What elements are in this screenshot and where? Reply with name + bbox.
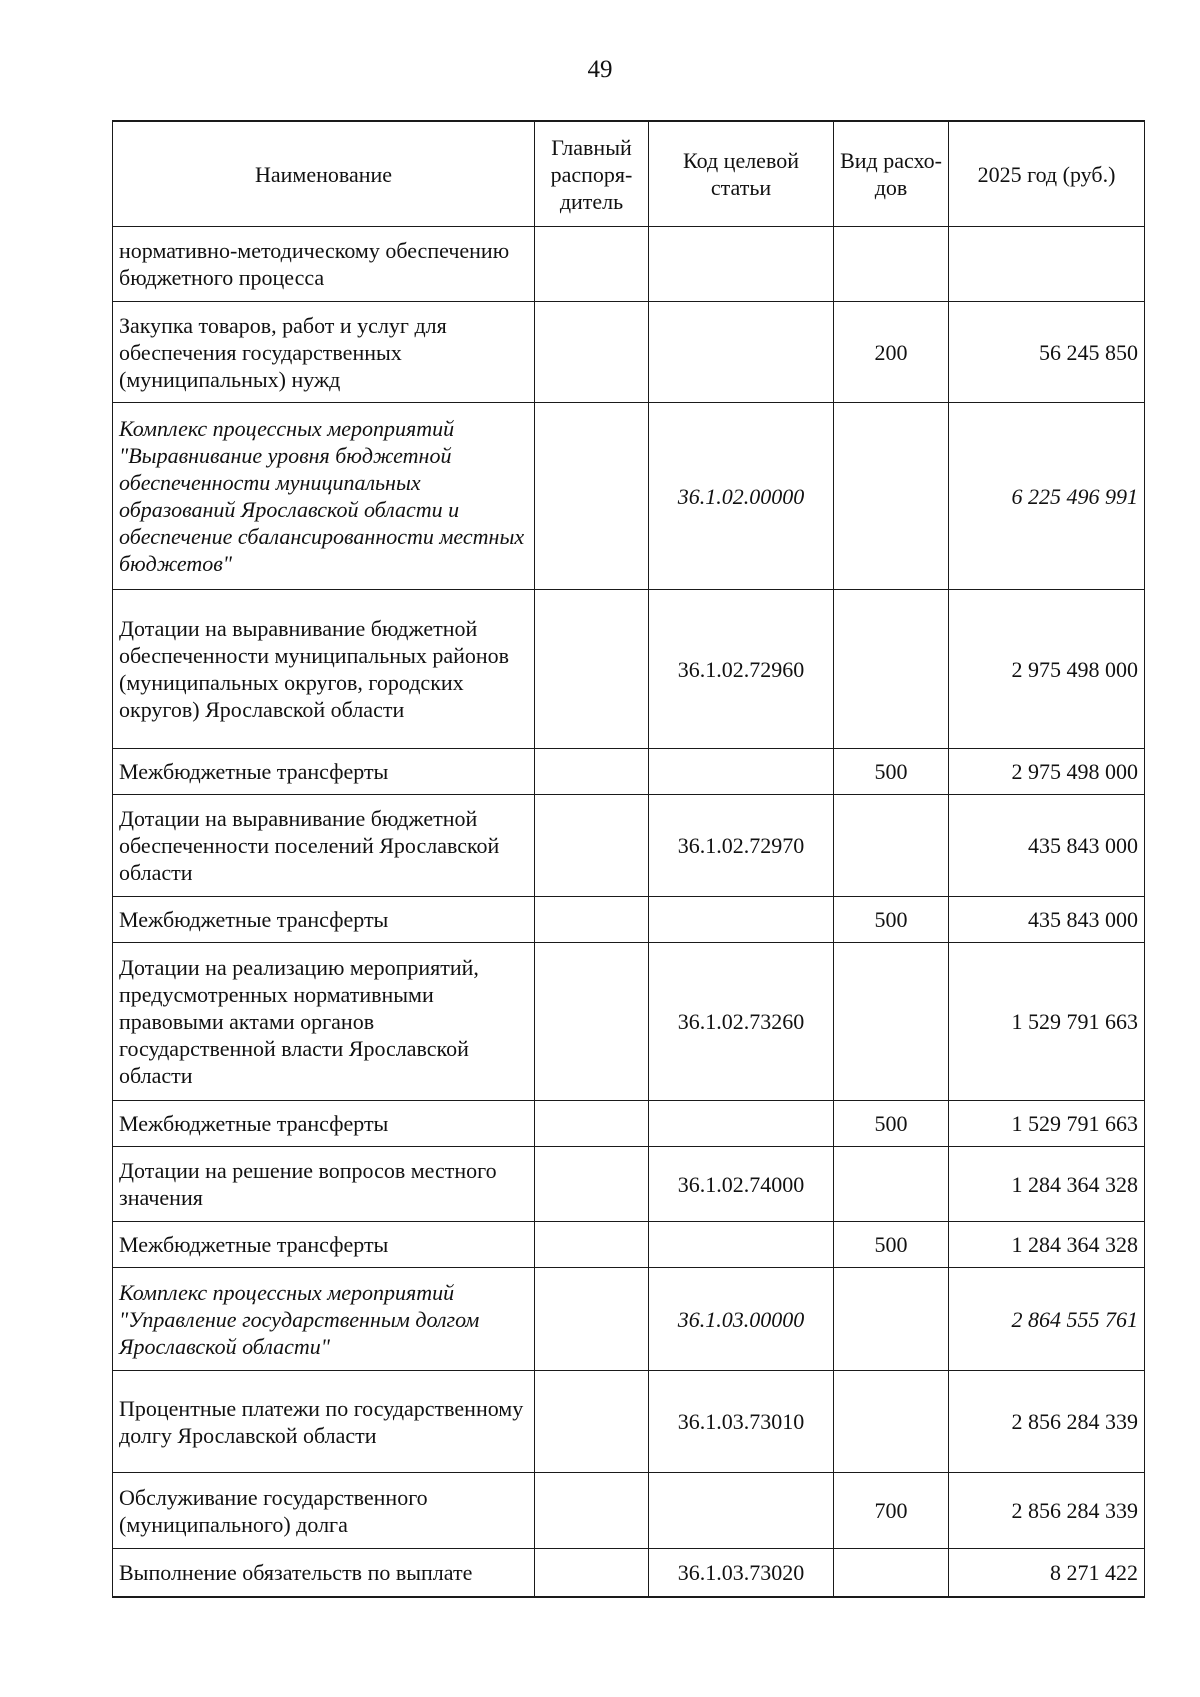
table-row: [113, 1549, 1145, 1597]
table-row: [113, 590, 1145, 749]
cell-name: Выполнение обязательств по выплате: [113, 1549, 535, 1597]
cell-code: [649, 749, 834, 795]
cell-code: [649, 897, 834, 943]
cell-name: Дотации на решение вопросов местного значения: [113, 1147, 535, 1222]
cell-code: 36.1.02.72960: [649, 590, 834, 749]
cell-name: Межбюджетные трансферты: [113, 897, 535, 943]
cell-name: Обслуживание государственного (муниципального) долга: [113, 1473, 535, 1549]
cell-amount: 8 271 422: [949, 1549, 1145, 1597]
cell-name: Дотации на выравнивание бюджетной обеспеченности поселений Ярославской области: [113, 795, 535, 897]
budget-table: [112, 120, 1145, 1598]
cell-manager: [535, 302, 649, 403]
cell-type: 500: [834, 749, 949, 795]
table-row: [113, 1371, 1145, 1473]
cell-code: [649, 1473, 834, 1549]
cell-code: [649, 1101, 834, 1147]
cell-code: 36.1.03.73020: [649, 1549, 834, 1597]
table-row: [113, 1473, 1145, 1549]
header-name: Наименование: [113, 121, 535, 227]
cell-name: Межбюджетные трансферты: [113, 1101, 535, 1147]
cell-manager: [535, 897, 649, 943]
cell-type: [834, 1371, 949, 1473]
cell-type: 700: [834, 1473, 949, 1549]
cell-type: [834, 795, 949, 897]
cell-name: Процентные платежи по государственному долгу Ярославской области: [113, 1371, 535, 1473]
cell-amount: 56 245 850: [949, 302, 1145, 403]
table-row: [113, 1268, 1145, 1371]
cell-code: [649, 302, 834, 403]
cell-amount: 2 864 555 761: [949, 1268, 1145, 1371]
cell-code: 36.1.02.74000: [649, 1147, 834, 1222]
cell-manager: [535, 795, 649, 897]
cell-type: 500: [834, 1101, 949, 1147]
table-row: [113, 1101, 1145, 1147]
cell-name: Дотации на выравнивание бюджетной обеспеченности муниципальных районов (муниципальных округов, городских округов) Ярославской области: [113, 590, 535, 749]
cell-type: 500: [834, 897, 949, 943]
cell-manager: [535, 1268, 649, 1371]
cell-amount: 435 843 000: [949, 897, 1145, 943]
cell-name: Комплекс процессных мероприятий "Выравнивание уровня бюджетной обеспеченности муниципальных образований Ярославской области и обеспечение сбалансированности местных бюджетов": [113, 403, 535, 590]
table-row: [113, 1147, 1145, 1222]
header-main-manager: Главный распоря-дитель: [535, 121, 649, 227]
cell-type: 200: [834, 302, 949, 403]
cell-name: Межбюджетные трансферты: [113, 1222, 535, 1268]
cell-manager: [535, 227, 649, 302]
cell-code: 36.1.03.00000: [649, 1268, 834, 1371]
cell-manager: [535, 1549, 649, 1597]
table-row: [113, 943, 1145, 1101]
cell-code: 36.1.02.00000: [649, 403, 834, 590]
cell-manager: [535, 403, 649, 590]
header-target-code: Код целевой статьи: [649, 121, 834, 227]
cell-code: 36.1.02.72970: [649, 795, 834, 897]
cell-amount: 2 975 498 000: [949, 590, 1145, 749]
header-year-2025: 2025 год (руб.): [949, 121, 1145, 227]
cell-manager: [535, 1371, 649, 1473]
cell-type: [834, 590, 949, 749]
cell-amount: 6 225 496 991: [949, 403, 1145, 590]
cell-manager: [535, 590, 649, 749]
cell-amount: 1 529 791 663: [949, 1101, 1145, 1147]
table-row: [113, 749, 1145, 795]
cell-type: [834, 1147, 949, 1222]
cell-code: [649, 1222, 834, 1268]
cell-manager: [535, 1101, 649, 1147]
cell-name: нормативно-методическому обеспечению бюджетного процесса: [113, 227, 535, 302]
cell-amount: [949, 227, 1145, 302]
cell-code: 36.1.03.73010: [649, 1371, 834, 1473]
table-row: [113, 227, 1145, 302]
table-row: [113, 403, 1145, 590]
table-header-row: [113, 121, 1145, 227]
cell-manager: [535, 749, 649, 795]
cell-type: [834, 1268, 949, 1371]
cell-name: Дотации на реализацию мероприятий, предусмотренных нормативными правовыми актами органов государственной власти Ярославской области: [113, 943, 535, 1101]
cell-amount: 2 856 284 339: [949, 1371, 1145, 1473]
cell-amount: 2 975 498 000: [949, 749, 1145, 795]
cell-amount: 1 284 364 328: [949, 1147, 1145, 1222]
table-row: [113, 795, 1145, 897]
header-expense-type: Вид расхо-дов: [834, 121, 949, 227]
cell-manager: [535, 1222, 649, 1268]
cell-amount: 1 529 791 663: [949, 943, 1145, 1101]
cell-manager: [535, 1147, 649, 1222]
cell-type: [834, 403, 949, 590]
cell-amount: 435 843 000: [949, 795, 1145, 897]
cell-manager: [535, 943, 649, 1101]
table-row: [113, 1222, 1145, 1268]
cell-name: Комплекс процессных мероприятий "Управление государственным долгом Ярославской области": [113, 1268, 535, 1371]
cell-code: [649, 227, 834, 302]
cell-type: [834, 1549, 949, 1597]
cell-amount: 1 284 364 328: [949, 1222, 1145, 1268]
cell-name: Закупка товаров, работ и услуг для обеспечения государственных (муниципальных) нужд: [113, 302, 535, 403]
cell-code: 36.1.02.73260: [649, 943, 834, 1101]
cell-type: [834, 943, 949, 1101]
cell-amount: 2 856 284 339: [949, 1473, 1145, 1549]
cell-type: [834, 227, 949, 302]
table-row: [113, 302, 1145, 403]
cell-name: Межбюджетные трансферты: [113, 749, 535, 795]
cell-manager: [535, 1473, 649, 1549]
table-row: [113, 897, 1145, 943]
cell-type: 500: [834, 1222, 949, 1268]
page-number: 49: [587, 56, 613, 83]
